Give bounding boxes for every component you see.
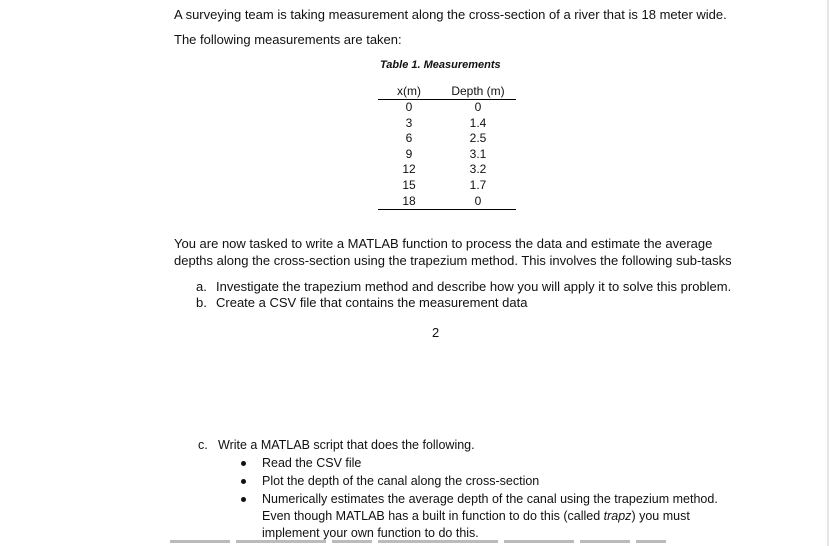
cell-depth: 3.2	[469, 162, 487, 177]
intro-line-2: The following measurements are taken:	[174, 32, 402, 47]
table-row	[378, 194, 516, 210]
cell-depth: 1.4	[469, 115, 487, 130]
bullet-3-line-2-post: ) you must	[631, 509, 690, 523]
part-c-bullet-3-line-2	[262, 509, 690, 523]
task-line-1: You are now tasked to write a MATLAB function to process the data and estimate the average	[174, 236, 713, 251]
subtask-a-marker: a.	[196, 279, 207, 294]
part-c-bullet-1: Read the CSV file	[262, 456, 362, 470]
cell-x: 9	[405, 146, 413, 161]
table-row	[378, 131, 516, 147]
table-caption: Table 1. Measurements	[380, 59, 501, 71]
cell-x: 18	[378, 194, 440, 210]
part-c-bullet-3-line-3: implement your own function to do this.	[262, 526, 479, 540]
cell-x: 0	[405, 100, 413, 114]
subtask-a	[196, 279, 731, 294]
intro-line-1: A surveying team is taking measurement along the cross-section of a river that is 18 meter wide.	[174, 7, 727, 22]
subtask-a-text: Investigate the trapezium method and describe how you will apply it to solve this problem.	[216, 279, 732, 294]
cell-depth: 3.1	[469, 146, 487, 161]
table-row	[378, 147, 516, 163]
part-c-text: Write a MATLAB script that does the following.	[218, 438, 475, 452]
cell-depth: 1.7	[469, 177, 487, 192]
bullet-3-line-2-pre: Even though MATLAB has a built in function to do this (called	[262, 509, 604, 523]
part-c-bullet-2: Plot the depth of the canal along the cross-section	[262, 474, 540, 488]
task-line-2: depths along the cross-section using the trapezium method. This involves the following sub-tasks	[174, 253, 732, 268]
table-row	[378, 162, 516, 178]
page-number: 2	[432, 325, 440, 340]
bullet-icon	[241, 479, 246, 484]
subtask-b	[196, 295, 527, 310]
table-row	[378, 100, 516, 116]
cell-x: 15	[402, 177, 416, 192]
header-x: x(m)	[378, 83, 440, 100]
measurements-table	[378, 83, 516, 210]
cell-depth: 2.5	[469, 131, 487, 146]
table-row	[378, 178, 516, 194]
cell-x: 6	[405, 131, 413, 146]
bullet-icon	[241, 461, 246, 466]
part-c-marker: c.	[198, 438, 208, 452]
header-depth: Depth (m)	[440, 83, 516, 100]
bullet-icon	[241, 497, 246, 502]
table-header-row	[378, 83, 516, 100]
part-c-bullet-3-line-1: Numerically estimates the average depth of the canal using the trapezium method.	[262, 492, 718, 506]
cell-x: 3	[405, 115, 413, 130]
cell-depth: 0	[440, 194, 516, 210]
cell-depth: 0	[474, 100, 482, 114]
subtask-b-text: Create a CSV file that contains the measurement data	[216, 295, 528, 310]
subtask-b-marker: b.	[196, 295, 207, 310]
table-row	[378, 116, 516, 132]
cell-x: 12	[402, 162, 416, 177]
part-c	[198, 438, 475, 452]
trapz-function-name: trapz	[603, 509, 632, 523]
cut-off-text-fragment	[170, 540, 710, 546]
